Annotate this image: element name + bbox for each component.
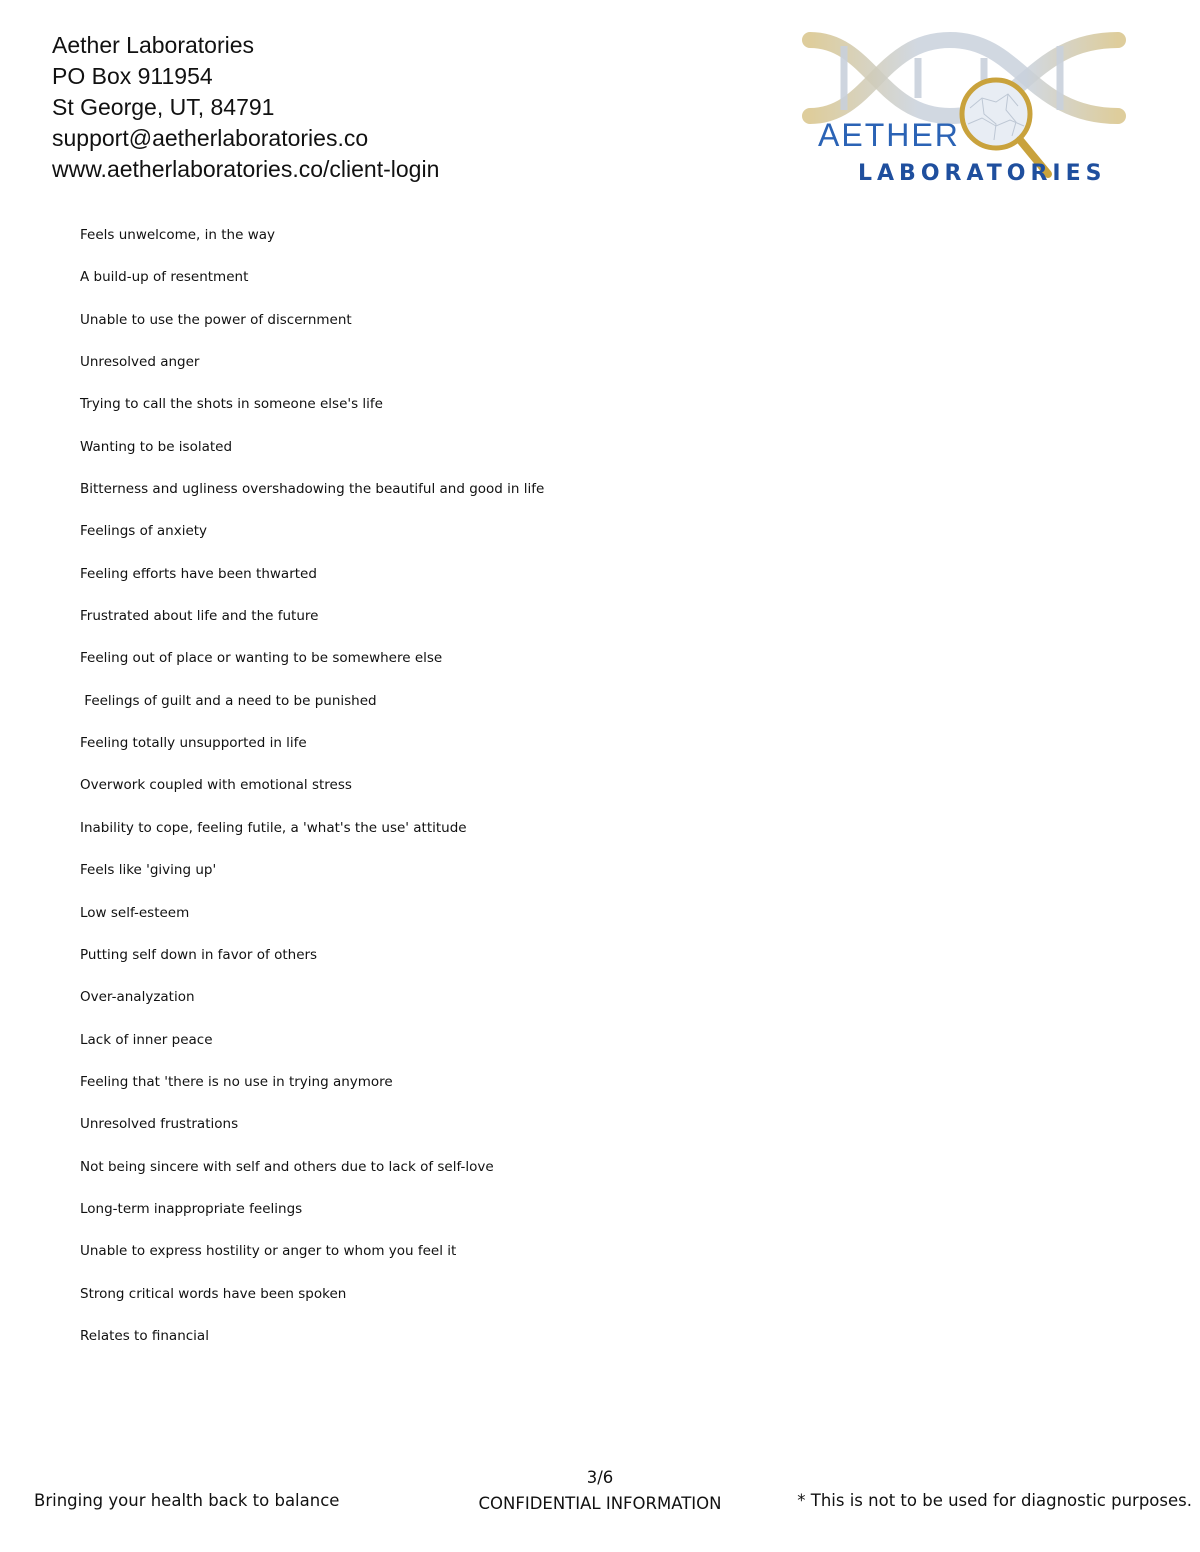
list-item: Frustrated about life and the future [80,608,319,625]
support-email[interactable]: support@aetherlaboratories.co [52,125,369,151]
list-item: Feeling totally unsupported in life [80,735,307,752]
list-item: Overwork coupled with emotional stress [80,777,352,794]
dna-helix-magnifier-icon [800,28,1130,188]
logo-word-laboratories: LABORATORIES [858,161,1107,186]
footer-disclaimer: * This is not to be used for diagnostic purposes. [797,1491,1192,1510]
company-name: Aether Laboratories [52,32,255,58]
list-item: Strong critical words have been spoken [80,1285,347,1302]
list-item: Unresolved anger [80,354,200,371]
list-item: Relates to financial [80,1327,209,1344]
symptom-list [80,223,544,1366]
list-item: Over-analyzation [80,989,195,1006]
list-item: Low self-esteem [80,904,190,921]
list-item: Putting self down in favor of others [80,946,318,963]
list-item: Not being sincere with self and others due to lack of self-love [80,1158,494,1175]
list-item: Long-term inappropriate feelings [80,1200,303,1217]
list-item: Trying to call the shots in someone else's life [80,396,383,413]
aether-laboratories-logo [800,28,1130,188]
footer-tagline: Bringing your health back to balance [34,1491,340,1510]
list-item: Unable to express hostility or anger to whom you feel it [80,1243,457,1260]
list-item: Feelings of guilt and a need to be punished [80,692,377,709]
page-number: 3/6 [586,1468,614,1487]
client-login-url[interactable]: www.aetherlaboratories.co/client-login [52,156,440,182]
list-item: Bitterness and ugliness overshadowing the beautiful and good in life [80,481,545,498]
list-item: Inability to cope, feeling futile, a 'what's the use' attitude [80,819,467,836]
address-line-2: St George, UT, 84791 [52,94,275,120]
confidential-label: CONFIDENTIAL INFORMATION [478,1494,722,1513]
company-address-block [52,30,439,185]
list-item: Feeling out of place or wanting to be somewhere else [80,650,443,667]
logo-word-aether: AETHER [818,117,960,153]
list-item: Unresolved frustrations [80,1116,239,1133]
list-item: A build-up of resentment [80,269,249,286]
list-item: Unable to use the power of discernment [80,311,352,328]
list-item: Feels like 'giving up' [80,862,217,879]
list-item: Feels unwelcome, in the way [80,227,275,243]
list-item: Lack of inner peace [80,1031,213,1048]
list-item: Feelings of anxiety [80,523,208,540]
list-item: Feeling efforts have been thwarted [80,565,317,582]
page-footer [0,1462,1200,1522]
list-item: Feeling that 'there is no use in trying anymore [80,1073,393,1090]
list-item: Wanting to be isolated [80,438,233,455]
address-line-1: PO Box 911954 [52,63,213,89]
